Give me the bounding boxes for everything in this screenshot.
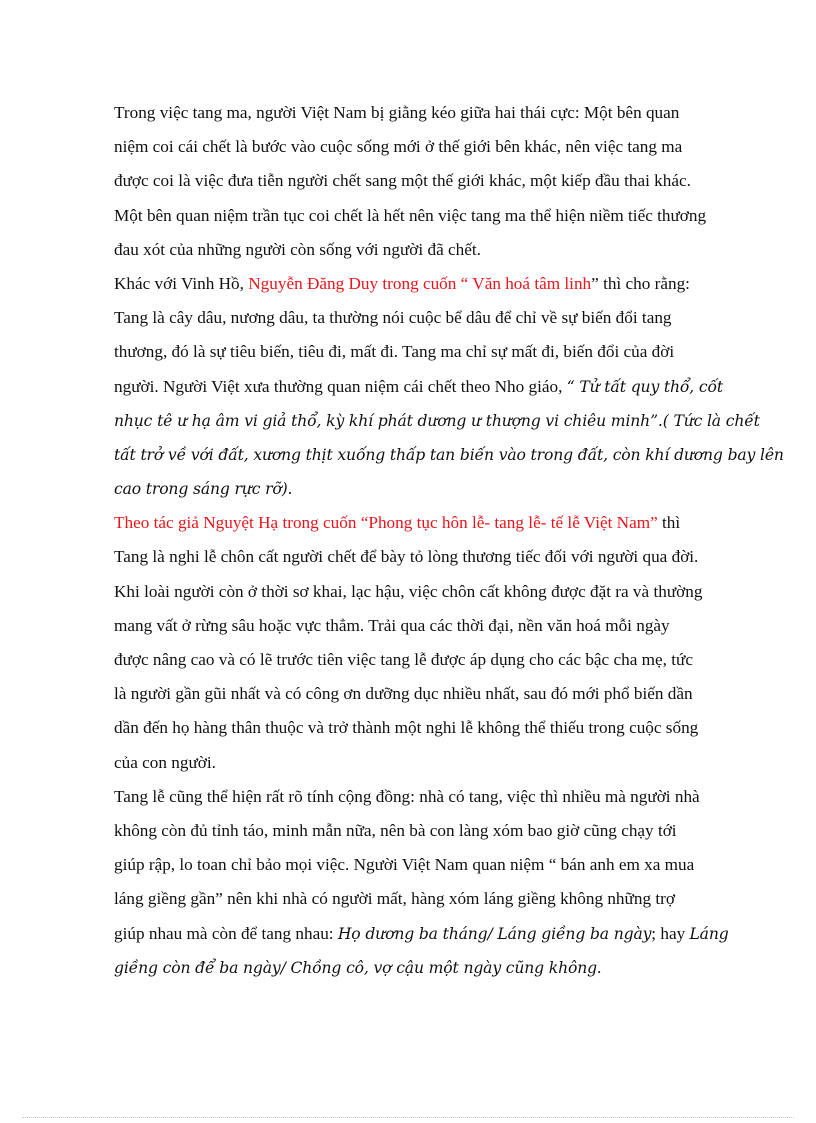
text-line (114, 711, 760, 745)
text-line (114, 335, 760, 369)
italic-quote: tất trở về với đất, xương thịt xuống thấp tan biến vào trong đất, còn khí dương bay lên (114, 445, 784, 464)
cited-source-red: Nguyễn Đăng Duy trong cuốn “ Văn hoá tâm linh (248, 273, 592, 293)
text-line (114, 96, 760, 130)
text-line (114, 882, 760, 916)
text-span: được coi là việc đưa tiễn người chết sang một thế giới khác, một kiếp đầu thai khác. (114, 171, 691, 191)
italic-proverb: Láng (689, 924, 729, 943)
text-span: đau xót của những người còn sống với người đã chết. (114, 239, 481, 259)
text-line (114, 130, 760, 164)
text-line (114, 575, 760, 609)
text-span: láng giềng gần” nên khi nhà có người mất, hàng xóm láng giềng không những trợ (114, 889, 675, 909)
text-line (114, 370, 760, 404)
text-span: giúp nhau mà còn để tang nhau: (114, 923, 338, 943)
text-line (114, 404, 760, 438)
text-line (114, 643, 760, 677)
text-line (114, 951, 760, 985)
text-line (114, 438, 784, 472)
italic-proverb: giềng còn để ba ngày/ Chồng cô, vợ cậu một ngày cũng không (114, 958, 597, 977)
italic-quote: cao trong sáng rực rỡ). (114, 480, 293, 499)
text-span: không còn đủ tỉnh táo, minh mẫn nữa, nên bà con làng xóm bao giờ cũng chạy tới (114, 820, 677, 840)
text-line (114, 609, 760, 643)
italic-proverb: Họ dương ba tháng/ Láng giềng ba ngày (337, 924, 652, 943)
text-span: thì (657, 513, 681, 533)
text-line (114, 301, 760, 335)
text-line (114, 164, 760, 198)
text-span: Khác với Vinh Hồ, (114, 273, 249, 293)
text-span: được nâng cao và có lẽ trước tiên việc tang lễ được áp dụng cho các bậc cha mẹ, tức (114, 650, 693, 669)
text-line (114, 199, 760, 233)
text-line (114, 780, 760, 814)
text-line (114, 506, 760, 540)
text-span: thương, đó là sự tiêu biến, tiêu đi, mất đi. Tang ma chỉ sự mất đi, biến đổi của đời (114, 342, 675, 362)
text-span: giúp rập, lo toan chỉ bảo mọi việc. Người Việt Nam quan niệm “ bán anh em xa mua (114, 855, 695, 875)
text-span (114, 506, 680, 540)
text-span: ” thì cho rằng: (591, 273, 690, 293)
text-span (114, 370, 723, 404)
text-span: dần đến họ hàng thân thuộc và trở thành một nghi lễ không thể thiếu trong cuộc sống (114, 718, 699, 738)
text-line (114, 917, 760, 951)
text-span: là người gần gũi nhất và có công ơn dưỡng dục nhiều nhất, sau đó mới phổ biến dần (114, 684, 693, 704)
text-line (114, 677, 760, 711)
text-span: Một bên quan niệm trần tục coi chết là hết nên việc tang ma thể hiện niềm tiếc thương (114, 205, 707, 225)
page-bottom-divider (22, 1117, 794, 1118)
text-span (114, 951, 601, 985)
text-span: Trong việc tang ma, người Việt Nam bị giằng kéo giữa hai thái cực: Một bên quan (114, 103, 680, 122)
text-line (114, 472, 760, 506)
italic-quote: nhục tê ư hạ âm vi giả thổ, kỳ khí phát dương ư thượng vi chiêu minh”.( Tức là chết (114, 411, 760, 430)
text-span: Tang là cây dâu, nương dâu, ta thường nói cuộc bể dâu để chỉ về sự biến đổi tang (114, 308, 672, 328)
text-line (114, 267, 760, 301)
text-span: niệm coi cái chết là bước vào cuộc sống mới ở thế giới bên khác, nên việc tang ma (114, 137, 683, 157)
text-span: . (596, 957, 602, 977)
text-span: Tang lễ cũng thể hiện rất rõ tính cộng đồng: nhà có tang, việc thì nhiều mà người nhà (114, 786, 700, 806)
text-span: Khi loài người còn ở thời sơ khai, lạc hậu, việc chôn cất không được đặt ra và thường (114, 581, 703, 601)
text-span: ; hay (651, 923, 690, 943)
text-span (114, 917, 729, 951)
text-line (114, 540, 760, 574)
cited-source-red: Theo tác giả Nguyệt Hạ trong cuốn “Phong tục hôn lễ- tang lễ- tế lễ Việt Nam” (114, 513, 658, 533)
text-line (114, 814, 760, 848)
text-span: Tang là nghi lễ chôn cất người chết để bày tỏ lòng thương tiếc đối với người qua đời. (114, 547, 699, 567)
document-body (114, 96, 784, 985)
text-span: của con người. (114, 752, 216, 772)
text-line (114, 848, 760, 882)
text-line (114, 233, 760, 267)
text-span: người. Người Việt xưa thường quan niệm cái chết theo Nho giáo, (114, 376, 567, 396)
text-span: mang vất ở rừng sâu hoặc vực thẳm. Trải qua các thời đại, nền văn hoá mỗi ngày (114, 615, 670, 635)
text-span (114, 267, 690, 301)
italic-quote: “ Tử tất quy thổ, cốt (566, 377, 724, 396)
text-line (114, 746, 760, 780)
